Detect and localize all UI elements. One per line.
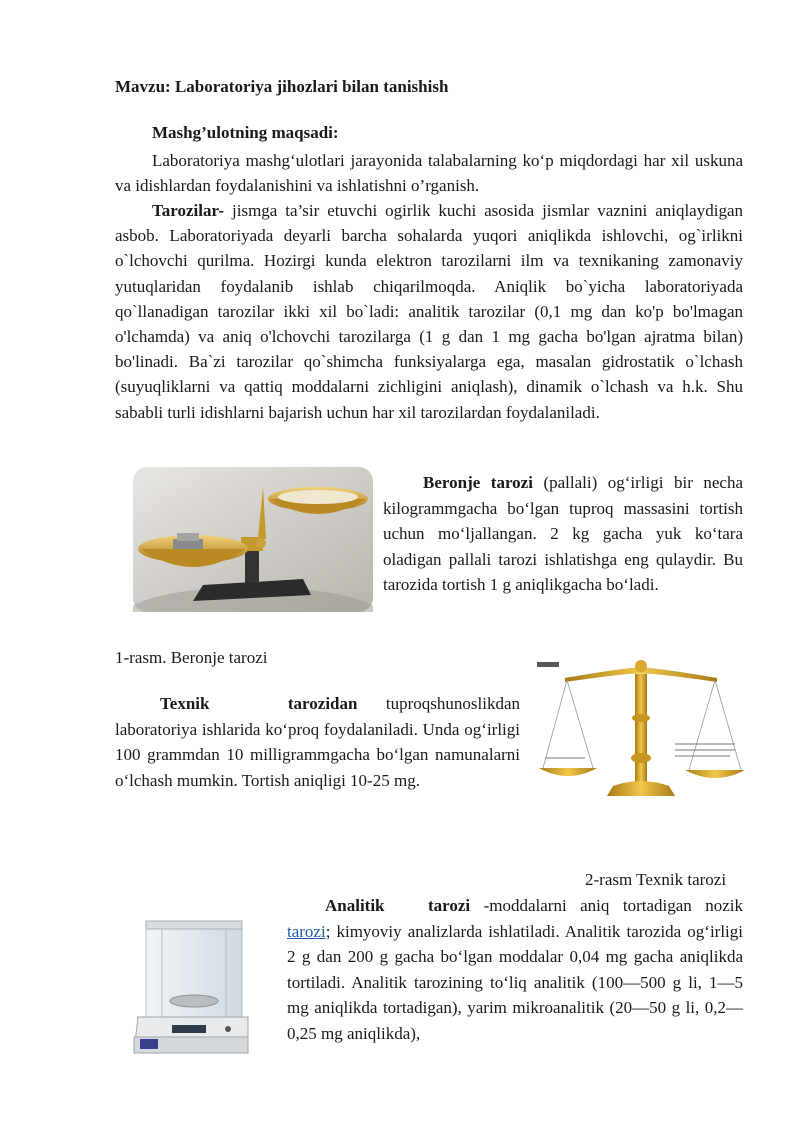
figure-2-caption: 2-rasm Texnik tarozi (585, 870, 727, 889)
page-title: Mavzu: Laboratoriya jihozlari bilan tanishish (115, 77, 449, 96)
beronje-balance-image (133, 467, 373, 612)
analytical-balance-image (132, 915, 252, 1065)
technical-term: Texnik tarozidan (160, 694, 358, 713)
analytic-text-before: -moddalarni aniq tortadigan nozik (470, 896, 743, 915)
beronje-term: Beronje tarozi (423, 473, 533, 492)
analytic-term: Analitik tarozi (325, 896, 471, 915)
technical-text: tuproqshunoslikdan laboratoriya ishlarida ko‘proq foydalaniladi. Unda og‘irligi 100 grammdan 10 milligrammgacha bo‘lgan namunalarni o‘lchash mumkin. Tortish aniqligi 10-25 mg. (115, 694, 520, 790)
analytic-text-after: ; kimyoviy analizlarda ishlatiladi. Analitik tarozida og‘irligi 2 g dan 200 g gacha bo‘lgan moddalar 0,04 mg gacha aniqlikda tortiladi. Analitik tarozining to‘liq analitik (100—500 g li, 1—5 mg aniqlikda tortadigan), yarim mikroanalitik (20—50 g li, 0,2—0,25 mg aniqlikda), (287, 921, 743, 1043)
scales-term: Tarozilar- (152, 201, 225, 220)
technical-balance-image (535, 658, 747, 808)
scales-text: jismga ta’sir etuvchi ogirlik kuchi asosida jismlar vaznini aniqlaydigan asbob. Laboratoriyada deyarli barcha sohalarda yuqori aniqlikda ishlovchi, og`irlikni o`lchovchi qurilma. Hozirgi kunda elektron tarozilarni ilm va texnikaning zamonaviy yutuqlaridan foydalanib ishlab chiqarilmoqda. Aniqlik bo`yicha laboratoriyada qo`llanadigan tarozilar ikki xil bo`ladi: analitik tarozilar (0,1 mg dan ko'p bo'lmagan o'lchamda) va aniq o'lchovchi tarozilarga (1 g dan 1 mg gacha bo'lgan ajratma bilan) bo'linadi. Ba`zi tarozilar qo`shimcha funksiyalarga ega, masalan gidrostatik o`lchash (suyuqliklarni va qattiq moddalarni zichligini aniqlash), dinamik o`lchash va h.k. Shu sababli turli idishlarni bajarish uchun har xil tarozilardan foydalaniladi. (115, 201, 743, 422)
tarozi-link[interactable]: tarozi (287, 921, 326, 941)
scales-paragraph (115, 198, 743, 425)
purpose-paragraph: Laboratoriya mashg‘ulotlari jarayonida talabalarning ko‘p miqdordagi har xil uskuna va idishlardan foydalanishini va ishlatishni o’rganish. (115, 151, 743, 196)
analytic-paragraph (287, 893, 743, 1046)
technical-paragraph (115, 691, 520, 793)
beronje-paragraph (383, 470, 743, 598)
beronje-text: (pallali) og‘irligi bir necha kilogrammgacha bo‘lgan tuproq massasini tortish uchun mo‘ljallangan. 2 kg gacha yuk ko‘tara oladigan pallali tarozi ishlatishga eng qulaydir. Bu tarozida tortish 1 g aniqlikgacha bo‘ladi. (383, 473, 743, 594)
figure-1-caption: 1-rasm. Beronje tarozi (115, 648, 268, 667)
purpose-heading: Mashg’ulotning maqsadi: (152, 123, 339, 142)
